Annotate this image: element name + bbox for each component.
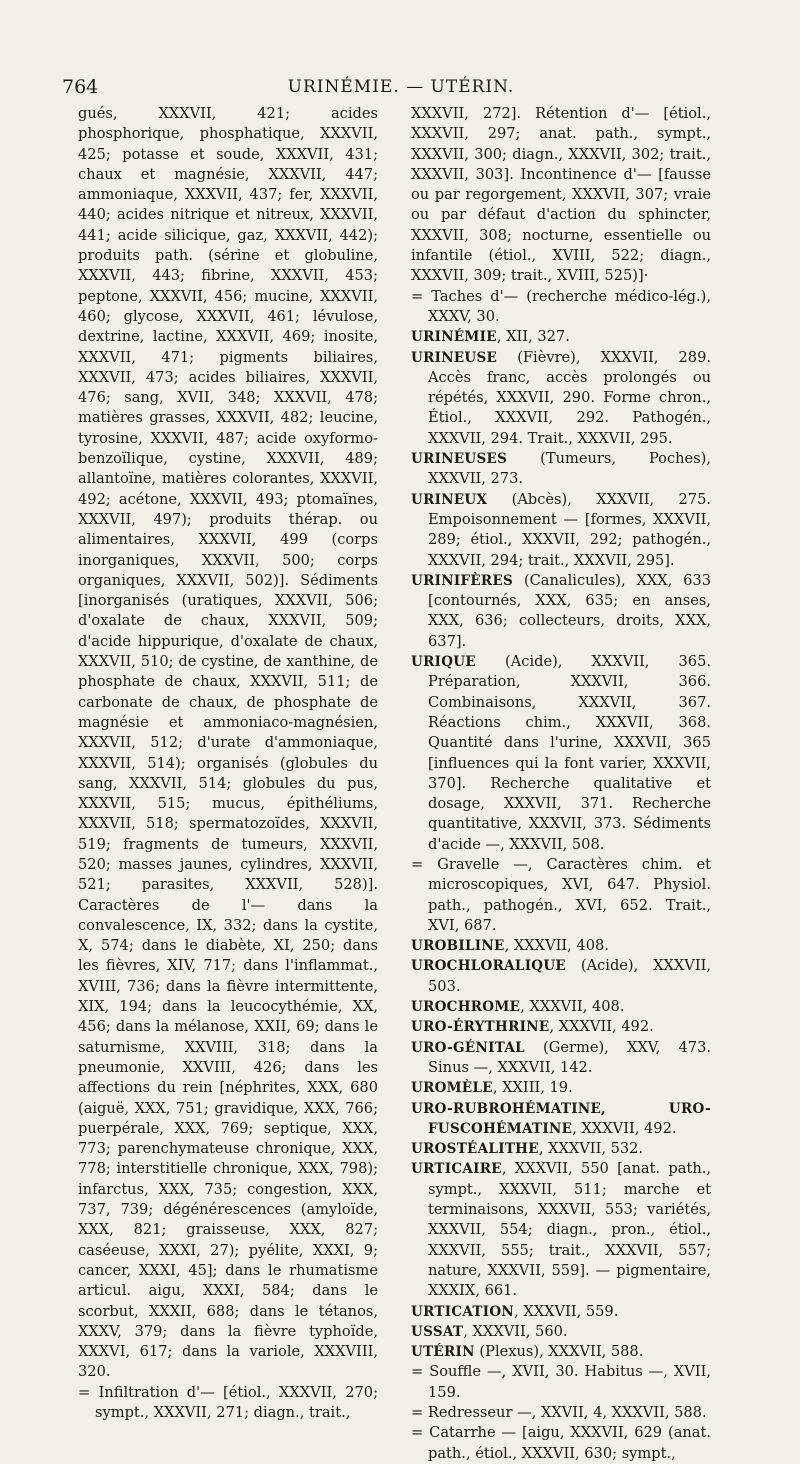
left-column [78, 104, 378, 1423]
entry-headword: URINÉMIE [411, 329, 497, 346]
running-head: URINÉMIE. — UTÉRIN. [287, 77, 515, 97]
right-column [411, 104, 711, 1464]
index-entry [411, 348, 711, 449]
entry-references: , XXXVII, 408. [520, 998, 625, 1016]
entry-references: , XXXVII, 492. [549, 1018, 654, 1036]
entry-headword: URINEUSE [411, 349, 498, 366]
continued-text: XXXVII, 272]. Rétention d'— [étiol., XXXVII, 297; anat. path., sympt., XXXVII, 300; diagn., XXXVII, 302; trait., XXXVII, 303]. Incontinence d'— [fausse ou par regorgement, XXXVII, 307; vraie ou par défaut d'action du sphincter, XXXVII, 308; nocturne, essentielle ou infantile (étiol., XVIII, 522; diagn., XXXVII, 309; trait., XVIII, 525)]· [411, 105, 711, 285]
entry-references: (Tumeurs, Poches), XXXVII, 273. [428, 450, 711, 488]
entry-references: , XXXVII, 492. [572, 1119, 677, 1137]
entry-references: , XII, 327. [496, 328, 570, 346]
entry-headword: UROSTÉALITHE [411, 1141, 539, 1158]
entry-headword: UROCHROME [411, 999, 521, 1016]
continued-text: gués, XXXVII, 421; acides phosphorique, phosphatique, XXXVII, 425; potasse et soude, XXXVII, 431; chaux et magnésie, XXXVII, 447; ammoniaque, XXXVII, 437; fer, XXXVII, 440; acides nitrique et nitreux, XXXVII, 441; acide silicique, gaz, XXXVII, 442); produits path. (sérine et globuline, XXXVII, 443; fibrine, XXXVII, 453; peptone, XXXVII, 456; mucine, XXXVII, 460; glycose, XXXVII, 461; lévulose, dextrine, lactine, XXXVII, 469; inosite, XXXVII, 471; pigments biliaires, XXXVII, 473; acides biliaires, XXXVII, 476; sang, XVII, 348; XXXVII, 478; matières grasses, XXXVII, 482; leucine, tyrosine, XXXVII, 487; acide oxyformo-benzoïlique, cystine, XXXVII, 489; allantoïne, matières colorantes, XXXVII, 492; acétone, XXXVII, 493; ptomaïnes, XXXVII, 497); produits thérap. ou alimentaires, XXXVII, 499 (corps inorganiques, XXXVII, 500; corps organiques, XXXVII, 502)]. Sédiments [inorganisés (uratiques, XXXVII, 506; d'oxalate de chaux, XXXVII, 509; d'acide hippurique, d'oxalate de chaux, XXXVII, 510; de cystine, de xanthine, de phosphate de chaux, XXXVII, 511; de carbonate de chaux, de phosphate de magnésie et ammoniaco-magnésien, XXXVII, 512; d'urate d'ammoniaque, XXXVII, 514); organisés (globules du sang, XXXVII, 514; globules du pus, XXXVII, 515; mucus, épithéliums, XXXVII, 518; spermatozoïdes, XXXVII, 519; fragments de tumeurs, XXXVII, 520; masses jaunes, cylindres, XXXVII, 521; parasites, XXXVII, 528)]. Caractères de l'— dans la convalescence, IX, 332; dans la cystite, X, 574; dans le diabète, XI, 250; dans les fièvres, XIV, 717; dans l'inflammat., XVIII, 736; dans la fièvre intermittente, XIX, 194; dans la leucocythémie, XX, 456; dans la mélanose, XXII, 69; dans le saturnisme, XXVIII, 318; dans la pneumonie, XXVIII, 426; dans les affections du rein [néphrites, XXX, 680 (aiguë, XXX, 751; gravidique, XXX, 766; puerpérale, XXX, 769; septique, XXX, 773; parenchymateuse chronique, XXX, 778; interstitielle chronique, XXX, 798); infarctus, XXX, 735; congestion, XXX, 737, 739; dégénérescences (amyloïde, XXX, 821; graisseuse, XXX, 827; caséeuse, XXXI, 27); pyélite, XXXI, 9; cancer, XXXI, 45]; dans le rhumatisme articul. aigu, XXXI, 584; dans le scorbut, XXXII, 688; dans le tétanos, XXXV, 379; dans la fièvre typhoïde, XXXVI, 617; dans la variole, XXXVIII, 320. [78, 105, 378, 1381]
entry-headword: URO-GÉNITAL [411, 1039, 525, 1056]
index-entry [411, 1078, 711, 1098]
page-number: 764 [62, 76, 99, 98]
index-entry [411, 1302, 711, 1322]
entry-references: (Germe), XXV, 473. Sinus —, XXXVII, 142. [428, 1038, 711, 1076]
index-entry [411, 652, 711, 855]
index-entry [411, 1139, 711, 1159]
entry-references: (Acide), XXXVII, 503. [428, 957, 711, 995]
entry-references: , XXXVII, 560. [463, 1322, 568, 1340]
index-entry [411, 1038, 711, 1079]
entry-references: (Abcès), XXXVII, 275. Empoisonnement — [formes, XXXVII, 289; étiol., XXXVII, 292; pathogén., XXXVII, 294; trait., XXXVII, 295]. [428, 490, 711, 569]
entry-references: (Canalicules), XXX, 633 [contournés, XXX, 635; en anses, XXX, 636; collecteurs, droits, XXX, 637]. [428, 571, 711, 650]
index-subentry: = Taches d'— (recherche médico-lég.), XXXV, 30. [411, 287, 711, 325]
index-entry [411, 571, 711, 652]
index-entry [411, 1342, 711, 1362]
entry-headword: URO-RUBROHÉMATINE, URO-FUSCOHÉMATINE [411, 1100, 711, 1137]
index-entry [411, 936, 711, 956]
entry-references: , XXXVII, 532. [538, 1140, 644, 1158]
entry-references: (Acide), XXXVII, 365. Préparation, XXXVII, 366. Combinaisons, XXXVII, 367. Réactions chim., XXXVII, 368. Quantité dans l'urine, XXXVII, 365 [influences qui la font varier, XXXVII, 370]. Recherche qualitative et dosage, XXXVII, 371. Recherche quantitative, XXXVII, 373. Sédiments d'acide —, XXXVII, 508. [428, 653, 711, 853]
entry-references: , XXXVII, 559. [514, 1302, 619, 1320]
index-entry [411, 997, 711, 1017]
index-subentry: = Catarrhe — [aigu, XXXVII, 629 (anat. path., étiol., XXXVII, 630; sympt., [411, 1424, 711, 1462]
index-entry [411, 956, 711, 997]
entry-headword: UROMÈLE [411, 1080, 493, 1097]
index-entry [411, 327, 711, 347]
entry-headword: URIQUE [411, 654, 476, 671]
entry-headword: UROBILINE [411, 938, 505, 955]
index-entry [411, 1322, 711, 1342]
entry-headword: URTICAIRE [411, 1161, 502, 1178]
index-subentry: = Souffle —, XVII, 30. Habitus —, XVII, 159. [411, 1363, 711, 1401]
entry-headword: USSAT [411, 1323, 464, 1340]
index-entry [411, 449, 711, 490]
entry-headword: URO-ÉRYTHRINE [411, 1019, 550, 1036]
index-entry [411, 1159, 711, 1301]
page-header [62, 76, 740, 102]
index-subentry: = Gravelle —, Caractères chim. et microscopiques, XVI, 647. Physiol. path., pathogén., XVI, 652. Trait., XVI, 687. [411, 855, 711, 934]
entry-references: (Fièvre), XXXVII, 289. Accès franc, accès prolongés ou répétés, XXXVII, 290. Forme chron., Étiol., XXXVII, 292. Pathogén., XXXVII, 294. Trait., XXXVII, 295. [428, 348, 711, 447]
index-entry [411, 490, 711, 571]
entry-headword: URINIFÈRES [411, 572, 514, 589]
entry-headword: URINEUX [411, 491, 488, 508]
entry-headword: UTÉRIN [411, 1344, 475, 1361]
index-entry [411, 1099, 711, 1140]
entry-references: (Plexus), XXXVII, 588. [474, 1343, 644, 1361]
index-subentry: = Redresseur —, XXVII, 4, XXXVII, 588. [411, 1404, 707, 1421]
entry-headword: URTICATION [411, 1303, 515, 1320]
entry-references: , XXIII, 19. [492, 1079, 573, 1097]
entry-references: , XXXVII, 550 [anat. path., sympt., XXXVII, 511; marche et terminaisons, XXXVII, 553; variétés, XXXVII, 554; diagn., pron., étiol., XXXVII, 555; trait., XXXVII, 557; nature, XXXVII, 559]. — pigmentaire, XXXIX, 661. [428, 1160, 711, 1300]
index-entry [411, 1017, 711, 1037]
entry-headword: UROCHLORALIQUE [411, 958, 567, 975]
entry-headword: URINEUSES [411, 451, 508, 468]
entry-references: , XXXVII, 408. [504, 937, 609, 955]
index-subentry: = Infiltration d'— [étiol., XXXVII, 270; sympt., XXXVII, 271; diagn., trait., [78, 1383, 378, 1421]
